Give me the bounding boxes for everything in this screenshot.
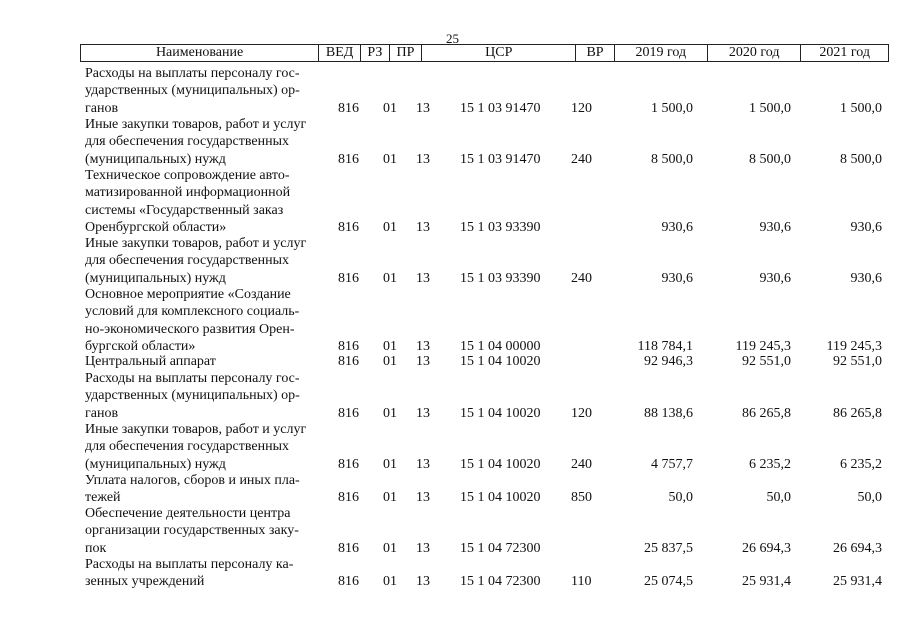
row-pr: 13 — [416, 541, 430, 556]
row-rz: 01 — [383, 490, 397, 505]
row-ved: 816 — [338, 406, 359, 421]
row-rz: 01 — [383, 220, 397, 235]
table-header — [80, 44, 889, 62]
row-2020: 930,6 — [759, 271, 791, 286]
table-row — [80, 556, 889, 590]
row-2021: 50,0 — [857, 490, 882, 505]
row-csr: 15 1 03 91470 — [460, 152, 541, 167]
header-2019: 2019 год — [615, 45, 708, 61]
header-rz: РЗ — [361, 45, 390, 61]
row-vr: 850 — [571, 490, 592, 505]
row-csr: 15 1 03 93390 — [460, 220, 541, 235]
row-2021: 119 245,3 — [826, 339, 882, 354]
table-row — [80, 116, 889, 168]
table-row — [80, 235, 889, 287]
table-row — [80, 421, 889, 473]
row-2019: 118 784,1 — [637, 339, 693, 354]
row-csr: 15 1 03 93390 — [460, 271, 541, 286]
row-rz: 01 — [383, 574, 397, 589]
row-ved: 816 — [338, 574, 359, 589]
row-2020: 8 500,0 — [749, 152, 791, 167]
header-2020: 2020 год — [708, 45, 801, 61]
row-rz: 01 — [383, 354, 397, 369]
row-name: Техническое сопровождение авто- матизированной информационной системы «Государственный заказ Оренбургской области» — [85, 168, 291, 236]
table-row — [80, 286, 889, 355]
row-ved: 816 — [338, 354, 359, 369]
row-2019: 930,6 — [661, 220, 693, 235]
header-2021: 2021 год — [819, 45, 870, 60]
table-row — [80, 505, 889, 557]
row-2020: 26 694,3 — [742, 541, 791, 556]
row-csr: 15 1 03 91470 — [460, 101, 541, 116]
row-2020: 6 235,2 — [749, 457, 791, 472]
row-name: Иные закупки товаров, работ и услуг для обеспечения государственных (муниципальных) нужд — [85, 236, 307, 286]
table-row — [80, 353, 889, 370]
row-2021: 1 500,0 — [840, 101, 882, 116]
row-pr: 13 — [416, 271, 430, 286]
row-csr: 15 1 04 10020 — [460, 490, 541, 505]
row-csr: 15 1 04 10020 — [460, 354, 541, 369]
row-ved: 816 — [338, 101, 359, 116]
row-2019: 4 757,7 — [651, 457, 693, 472]
row-rz: 01 — [383, 406, 397, 421]
row-ved: 816 — [338, 457, 359, 472]
row-2019: 8 500,0 — [651, 152, 693, 167]
row-rz: 01 — [383, 457, 397, 472]
row-name: Иные закупки товаров, работ и услуг для обеспечения государственных (муниципальных) нужд — [85, 422, 307, 472]
row-csr: 15 1 04 72300 — [460, 541, 541, 556]
row-name: Уплата налогов, сборов и иных пла- тежей — [85, 473, 300, 506]
row-ved: 816 — [338, 220, 359, 235]
row-pr: 13 — [416, 406, 430, 421]
header-ved: ВЕД — [319, 45, 361, 61]
row-name: Расходы на выплаты персоналу гос- ударственных (муниципальных) ор- ганов — [85, 66, 300, 116]
row-name: Расходы на выплаты персоналу ка- зенных учреждений — [85, 557, 294, 590]
row-ved: 816 — [338, 490, 359, 505]
row-name: Основное мероприятие «Создание условий для комплексного социаль- но-экономического развития Орен- бургской области» — [85, 287, 300, 355]
row-2020: 92 551,0 — [742, 354, 791, 369]
row-vr: 240 — [571, 152, 592, 167]
row-pr: 13 — [416, 152, 430, 167]
row-2021: 930,6 — [850, 271, 882, 286]
row-vr: 240 — [571, 271, 592, 286]
header-pr: ПР — [390, 45, 422, 61]
table-row — [80, 167, 889, 236]
row-pr: 13 — [416, 490, 430, 505]
row-vr: 110 — [571, 574, 592, 589]
row-ved: 816 — [338, 152, 359, 167]
row-ved: 816 — [338, 541, 359, 556]
header-name: Наименование — [81, 45, 319, 61]
header-csr: ЦСР — [422, 45, 576, 61]
row-vr: 120 — [571, 406, 592, 421]
row-rz: 01 — [383, 339, 397, 354]
row-2020: 930,6 — [759, 220, 791, 235]
row-2019: 88 138,6 — [644, 406, 693, 421]
row-2021: 26 694,3 — [833, 541, 882, 556]
table-row — [80, 65, 889, 117]
row-rz: 01 — [383, 101, 397, 116]
row-2020: 1 500,0 — [749, 101, 791, 116]
row-pr: 13 — [416, 574, 430, 589]
row-name: Центральный аппарат — [85, 354, 216, 369]
row-ved: 816 — [338, 339, 359, 354]
row-2020: 25 931,4 — [742, 574, 791, 589]
row-2021: 930,6 — [850, 220, 882, 235]
row-2021: 92 551,0 — [833, 354, 882, 369]
row-2019: 50,0 — [668, 490, 693, 505]
row-pr: 13 — [416, 220, 430, 235]
row-vr: 120 — [571, 101, 592, 116]
row-2021: 25 931,4 — [833, 574, 882, 589]
header-vr: ВР — [576, 45, 614, 61]
row-csr: 15 1 04 10020 — [460, 406, 541, 421]
row-2021: 86 265,8 — [833, 406, 882, 421]
row-csr: 15 1 04 72300 — [460, 574, 541, 589]
row-rz: 01 — [383, 152, 397, 167]
row-name: Расходы на выплаты персоналу гос- ударственных (муниципальных) ор- ганов — [85, 371, 300, 421]
row-rz: 01 — [383, 271, 397, 286]
row-2020: 86 265,8 — [742, 406, 791, 421]
table-row — [80, 472, 889, 506]
row-vr: 240 — [571, 457, 592, 472]
row-2020: 50,0 — [766, 490, 791, 505]
row-2019: 25 074,5 — [644, 574, 693, 589]
row-ved: 816 — [338, 271, 359, 286]
row-2021: 8 500,0 — [840, 152, 882, 167]
row-pr: 13 — [416, 101, 430, 116]
row-2019: 92 946,3 — [644, 354, 693, 369]
row-pr: 13 — [416, 339, 430, 354]
row-2019: 25 837,5 — [644, 541, 693, 556]
row-2020: 119 245,3 — [735, 339, 791, 354]
row-2019: 1 500,0 — [651, 101, 693, 116]
row-rz: 01 — [383, 541, 397, 556]
row-2021: 6 235,2 — [840, 457, 882, 472]
row-csr: 15 1 04 10020 — [460, 457, 541, 472]
row-name: Иные закупки товаров, работ и услуг для обеспечения государственных (муниципальных) нужд — [85, 117, 307, 167]
row-name: Обеспечение деятельности центра организации государственных заку- пок — [85, 506, 299, 556]
row-pr: 13 — [416, 457, 430, 472]
row-pr: 13 — [416, 354, 430, 369]
page-number: 25 — [446, 31, 459, 46]
row-2019: 930,6 — [661, 271, 693, 286]
row-csr: 15 1 04 00000 — [460, 339, 541, 354]
table-row — [80, 370, 889, 422]
